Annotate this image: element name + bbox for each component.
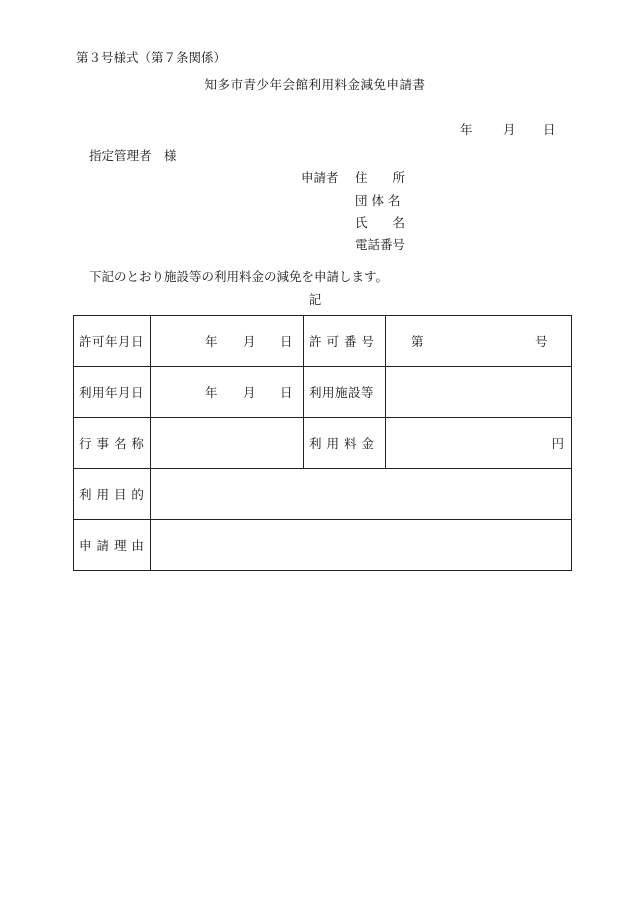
table-row: [74, 520, 572, 571]
purpose-field[interactable]: [151, 469, 572, 520]
purpose-label: 利 用 目 的: [74, 469, 151, 520]
use-date-label: 利用年月日: [74, 367, 151, 418]
permit-number-label: 許 可 番 号: [304, 316, 386, 367]
yen-unit: 円: [551, 436, 564, 451]
event-name-label: 行 事 名 称: [74, 418, 151, 469]
facility-field[interactable]: [386, 367, 572, 418]
applicant-group-label: 団 体 名: [355, 193, 401, 208]
permit-date-field[interactable]: [151, 316, 304, 367]
application-table: [73, 315, 572, 571]
applicant-phone-label: 電話番号: [355, 237, 406, 252]
applicant-label: 申請者: [301, 170, 339, 185]
addressee: 指定管理者 様: [89, 148, 177, 163]
applicant-name-label: 氏 名: [355, 215, 406, 230]
table-row: [74, 418, 572, 469]
document-title: 知多市青少年会館利用料金減免申請書: [204, 77, 426, 92]
table-row: [74, 316, 572, 367]
permit-number-suffix: 号: [535, 334, 548, 349]
ki-heading: 記: [308, 292, 322, 307]
use-date-field[interactable]: [151, 367, 304, 418]
permit-date-year: 年: [205, 334, 218, 349]
reason-field[interactable]: [151, 520, 572, 571]
facility-label: 利用施設等: [304, 367, 386, 418]
fee-field[interactable]: [386, 418, 572, 469]
date-year: 年: [460, 122, 473, 137]
date-day: 日: [543, 122, 556, 137]
reason-label: 申 請 理 由: [74, 520, 151, 571]
form-number: 第３号様式（第７条関係）: [76, 50, 227, 65]
applicant-address-label: 住 所: [355, 170, 406, 185]
permit-number-prefix: 第: [411, 334, 424, 349]
use-date-month: 月: [243, 385, 256, 400]
table-row: [74, 367, 572, 418]
use-date-day: 日: [280, 385, 293, 400]
date-month: 月: [503, 122, 516, 137]
intro-statement: 下記のとおり施設等の利用料金の減免を申請します。: [89, 269, 389, 284]
permit-number-field[interactable]: [386, 316, 572, 367]
permit-date-label: 許可年月日: [74, 316, 151, 367]
permit-date-month: 月: [243, 334, 256, 349]
fee-label: 利 用 料 金: [304, 418, 386, 469]
permit-date-day: 日: [280, 334, 293, 349]
application-date: [460, 124, 560, 138]
use-date-year: 年: [205, 385, 218, 400]
event-name-field[interactable]: [151, 418, 304, 469]
table-row: [74, 469, 572, 520]
